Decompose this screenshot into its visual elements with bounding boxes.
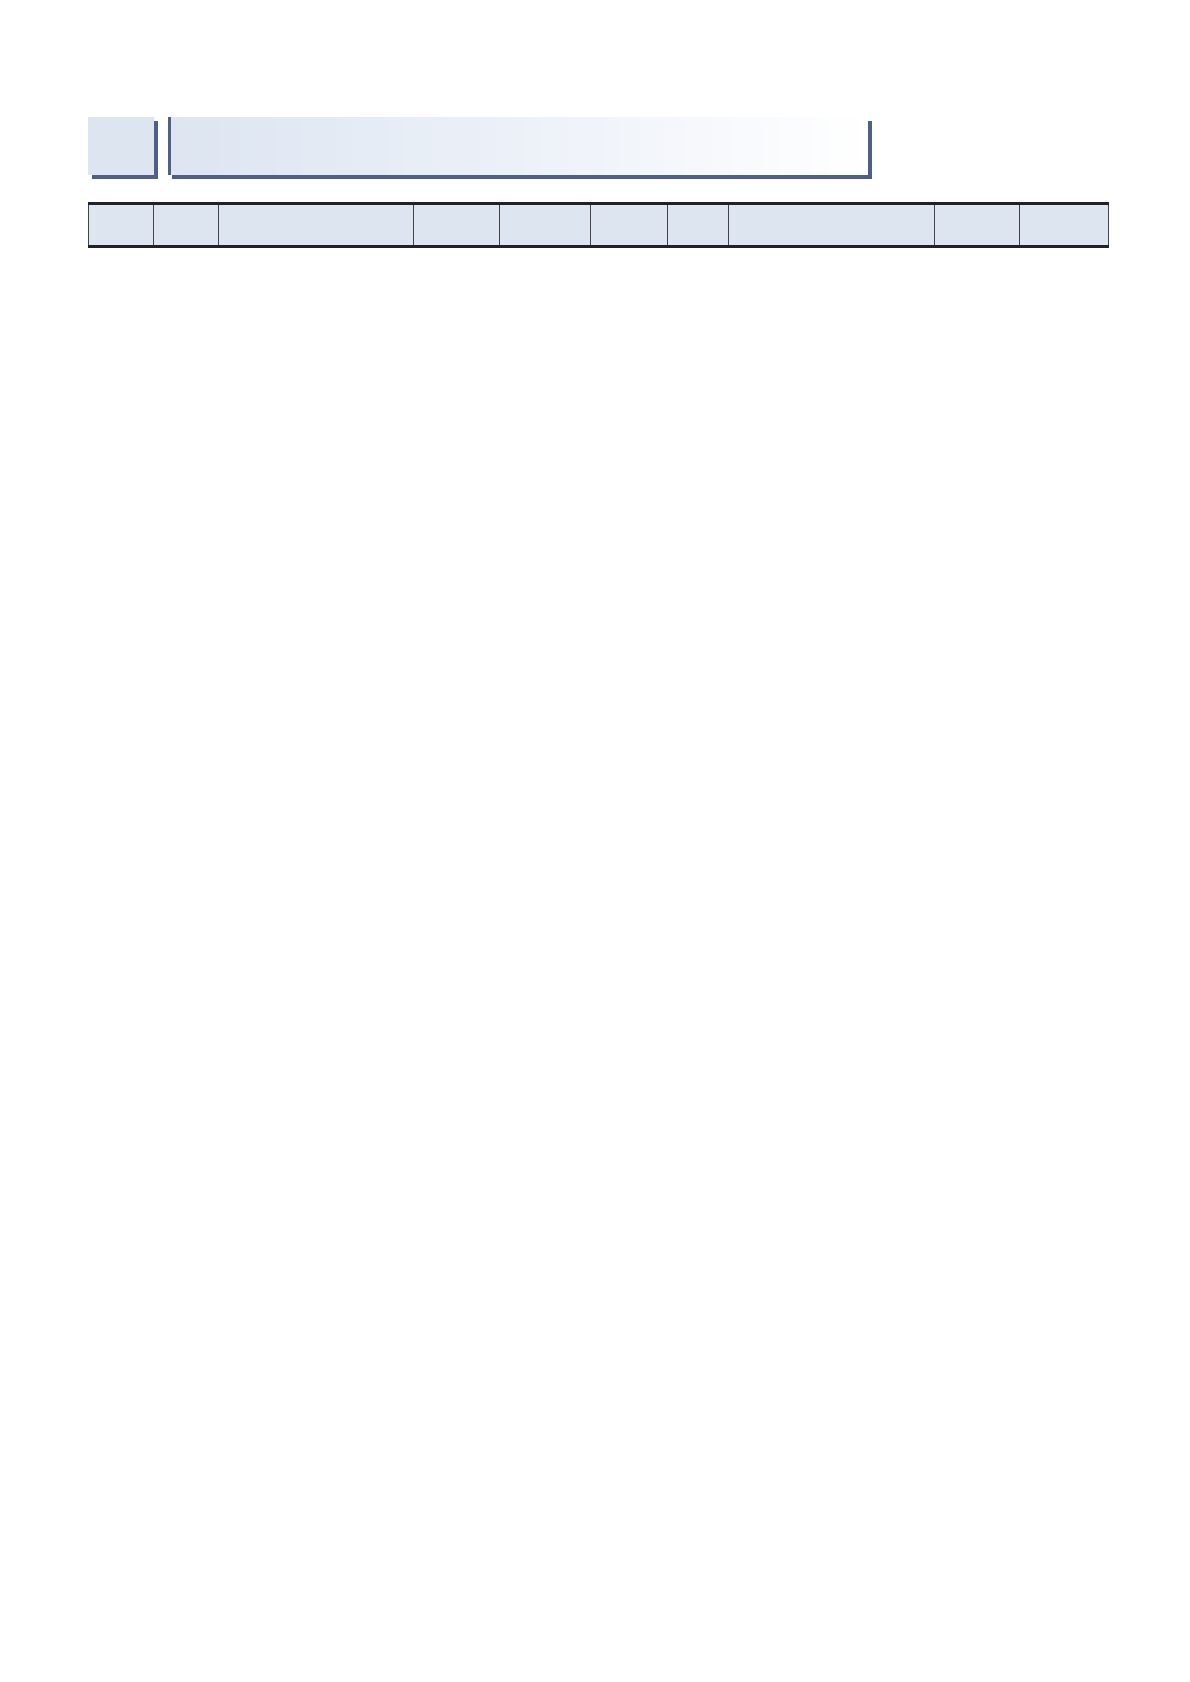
header-college [591, 204, 668, 247]
section-title-box [168, 117, 868, 175]
header-quota [414, 204, 500, 247]
table-body [89, 247, 1109, 1273]
section-number [88, 117, 154, 175]
header-college [89, 204, 154, 247]
header-field [668, 204, 729, 247]
header-selectable [499, 204, 591, 247]
header-selectable [1020, 204, 1109, 247]
admission-quota-table [88, 202, 1109, 1274]
header-field [154, 204, 219, 247]
header-unit [219, 204, 414, 247]
header-quota [934, 204, 1020, 247]
header-unit [729, 204, 934, 247]
header-row [89, 204, 1109, 247]
